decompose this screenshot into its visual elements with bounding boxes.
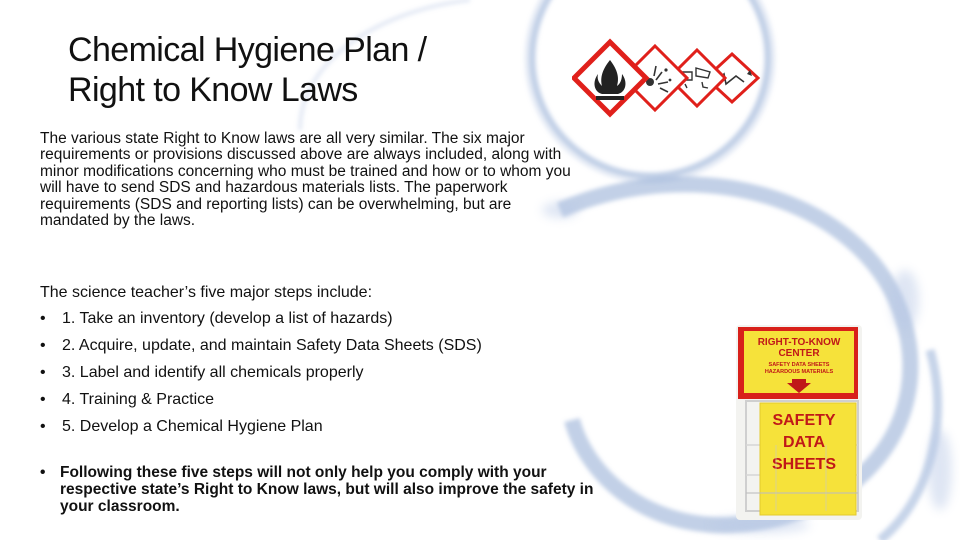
step-item: • 1. Take an inventory (develop a list of hazards) [40,309,560,336]
step-item: • 3. Label and identify all chemicals properly [40,363,560,390]
step-item: • 2. Acquire, update, and maintain Safety Data Sheets (SDS) [40,336,560,363]
step-item: • 5. Develop a Chemical Hygiene Plan [40,417,560,444]
title-line-1: Chemical Hygiene Plan / [68,31,427,69]
step-item: • 4. Training & Practice [40,390,560,417]
sign-header-line2: CENTER [778,348,820,359]
right-to-know-center-sign [736,325,862,520]
sign-doc-line1: SAFETY [772,412,836,429]
sign-sub-line1: SAFETY DATA SHEETS [768,362,830,368]
sign-doc-line3: SHEETS [771,456,837,473]
sign-header-line1: RIGHT-TO-KNOW [757,337,841,348]
ghs-pictograms [572,38,772,118]
sign-sub-line2: HAZARDOUS MATERIALS [764,369,834,375]
steps-list [40,309,560,444]
slide-title [68,30,427,110]
intro-paragraph: The various state Right to Know laws are all very similar. The six major requirements or provisions discussed above are always included, along with minor modifications concerning who must be trained and how or to whom you will have to send SDS and hazardous materials lists. The paperwork requirements (SDS and reporting lists) can be overwhelming, but are mandated by the laws. [40,130,571,230]
sign-doc-line2: DATA [782,434,826,451]
title-line-2: Right to Know Laws [68,71,358,110]
followup-bullet: • Following these five steps will not only help you comply with your respective state’s Right to Know laws, but will also improve the safety in your classroom. [40,464,600,515]
flame-pictogram-icon [574,42,646,114]
steps-heading: The science teacher’s five major steps include: [40,284,373,301]
